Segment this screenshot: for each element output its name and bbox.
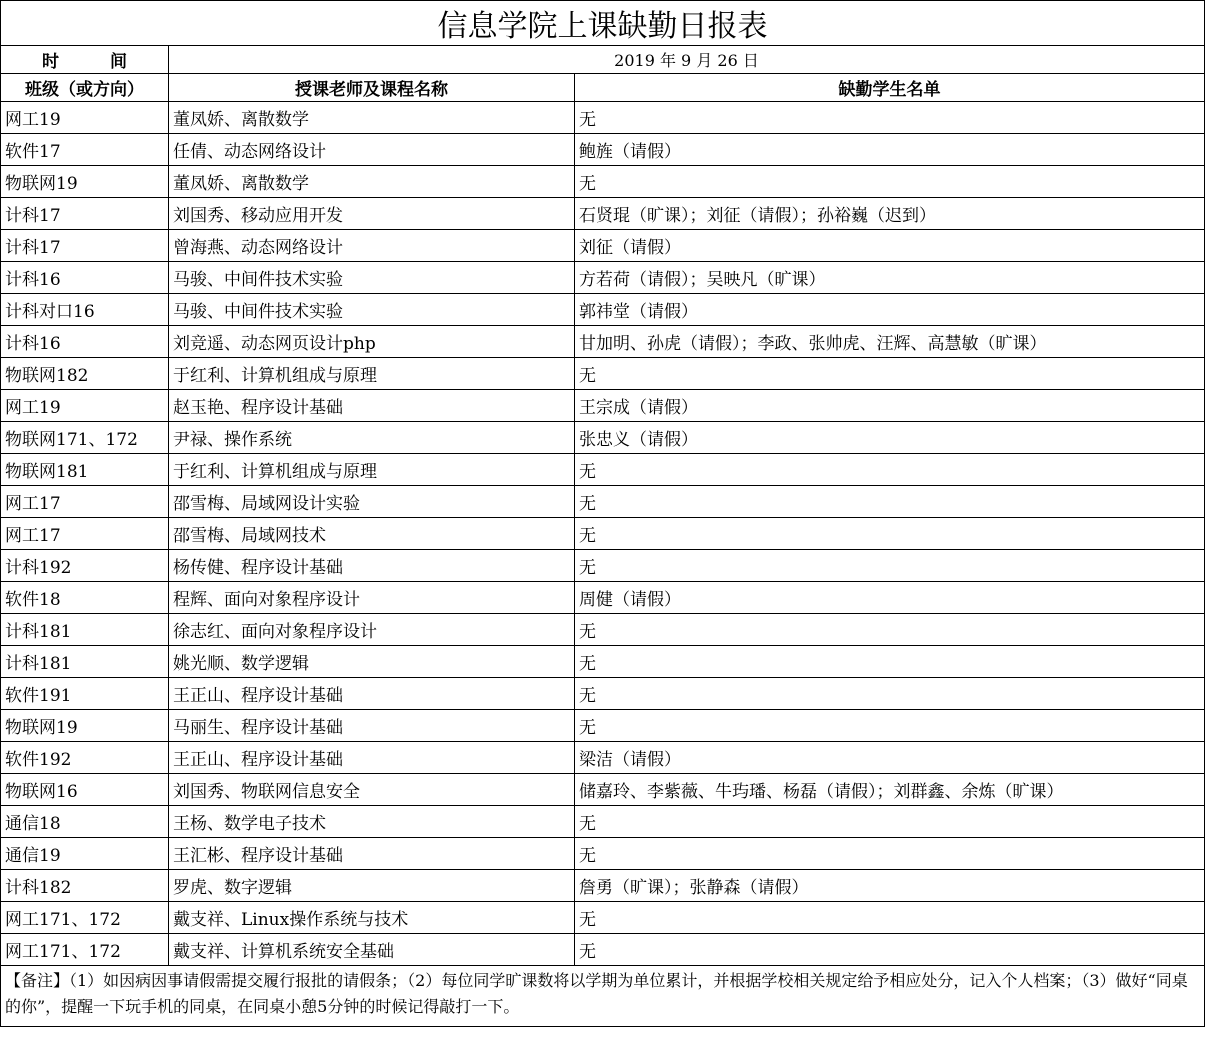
cell-absent-students[interactable]: 王宗成（请假）	[575, 390, 1205, 422]
cell-absent-students[interactable]: 储嘉玲、李紫薇、牛玙璠、杨磊（请假）；刘群鑫、余炼（旷课）	[575, 774, 1205, 806]
cell-teacher-course[interactable]: 邵雪梅、局域网设计实验	[169, 486, 575, 518]
table-row	[1, 518, 1205, 550]
cell-absent-students[interactable]: 无	[575, 646, 1205, 678]
cell-absent-students[interactable]: 张忠义（请假）	[575, 422, 1205, 454]
cell-absent-students[interactable]: 无	[575, 902, 1205, 934]
cell-teacher-course[interactable]: 赵玉艳、程序设计基础	[169, 390, 575, 422]
table-row	[1, 134, 1205, 166]
cell-teacher-course[interactable]: 董凤娇、离散数学	[169, 102, 575, 134]
cell-class[interactable]: 物联网181	[1, 454, 169, 486]
cell-teacher-course[interactable]: 戴支祥、Linux操作系统与技术	[169, 902, 575, 934]
table-row	[1, 902, 1205, 934]
table-row	[1, 550, 1205, 582]
cell-class[interactable]: 计科192	[1, 550, 169, 582]
table-row	[1, 614, 1205, 646]
cell-class[interactable]: 计科16	[1, 262, 169, 294]
column-header-class[interactable]: 班级（或方向）	[1, 74, 169, 102]
cell-teacher-course[interactable]: 王正山、程序设计基础	[169, 742, 575, 774]
table-row	[1, 646, 1205, 678]
table-row	[1, 358, 1205, 390]
cell-class[interactable]: 物联网16	[1, 774, 169, 806]
cell-absent-students[interactable]: 无	[575, 806, 1205, 838]
cell-teacher-course[interactable]: 尹禄、操作系统	[169, 422, 575, 454]
cell-absent-students[interactable]: 无	[575, 486, 1205, 518]
cell-teacher-course[interactable]: 任倩、动态网络设计	[169, 134, 575, 166]
cell-teacher-course[interactable]: 曾海燕、动态网络设计	[169, 230, 575, 262]
table-row	[1, 262, 1205, 294]
column-header-teacher-course[interactable]: 授课老师及课程名称	[169, 74, 575, 102]
cell-absent-students[interactable]: 甘加明、孙虎（请假）；李政、张帅虎、汪辉、高慧敏（旷课）	[575, 326, 1205, 358]
cell-class[interactable]: 物联网171、172	[1, 422, 169, 454]
time-label[interactable]: 时 间	[1, 46, 169, 74]
cell-absent-students[interactable]: 无	[575, 358, 1205, 390]
cell-class[interactable]: 通信18	[1, 806, 169, 838]
cell-absent-students[interactable]: 无	[575, 166, 1205, 198]
table-row	[1, 870, 1205, 902]
remarks-note[interactable]: 【备注】（1）如因病因事请假需提交履行报批的请假条；（2）每位同学旷课数将以学期为单位累计，并根据学校相关规定给予相应处分，记入个人档案；（3）做好“同桌的你”，提醒一下玩手机的同桌，在同桌小憩5分钟的时候记得敲打一下。	[1, 966, 1205, 1027]
cell-teacher-course[interactable]: 于红利、计算机组成与原理	[169, 454, 575, 486]
cell-absent-students[interactable]: 无	[575, 550, 1205, 582]
cell-class[interactable]: 通信19	[1, 838, 169, 870]
table-row	[1, 486, 1205, 518]
cell-class[interactable]: 软件17	[1, 134, 169, 166]
cell-teacher-course[interactable]: 于红利、计算机组成与原理	[169, 358, 575, 390]
cell-absent-students[interactable]: 无	[575, 454, 1205, 486]
cell-absent-students[interactable]: 石贤琨（旷课）；刘征（请假）；孙裕巍（迟到）	[575, 198, 1205, 230]
cell-teacher-course[interactable]: 杨传健、程序设计基础	[169, 550, 575, 582]
cell-teacher-course[interactable]: 戴支祥、计算机系统安全基础	[169, 934, 575, 966]
cell-class[interactable]: 计科对口16	[1, 294, 169, 326]
cell-teacher-course[interactable]: 刘竞遥、动态网页设计php	[169, 326, 575, 358]
cell-class[interactable]: 计科17	[1, 230, 169, 262]
table-row	[1, 934, 1205, 966]
cell-class[interactable]: 计科17	[1, 198, 169, 230]
cell-teacher-course[interactable]: 马骏、中间件技术实验	[169, 262, 575, 294]
cell-teacher-course[interactable]: 董凤娇、离散数学	[169, 166, 575, 198]
cell-absent-students[interactable]: 无	[575, 710, 1205, 742]
cell-absent-students[interactable]: 梁洁（请假）	[575, 742, 1205, 774]
cell-absent-students[interactable]: 刘征（请假）	[575, 230, 1205, 262]
cell-class[interactable]: 网工171、172	[1, 934, 169, 966]
table-row	[1, 582, 1205, 614]
cell-teacher-course[interactable]: 程辉、面向对象程序设计	[169, 582, 575, 614]
cell-class[interactable]: 计科16	[1, 326, 169, 358]
table-row	[1, 806, 1205, 838]
cell-teacher-course[interactable]: 姚光顺、数学逻辑	[169, 646, 575, 678]
cell-teacher-course[interactable]: 王汇彬、程序设计基础	[169, 838, 575, 870]
table-row	[1, 102, 1205, 134]
table-row	[1, 294, 1205, 326]
cell-absent-students[interactable]: 无	[575, 838, 1205, 870]
cell-class[interactable]: 计科181	[1, 646, 169, 678]
report-title[interactable]: 信息学院上课缺勤日报表	[1, 1, 1205, 46]
table-row	[1, 326, 1205, 358]
cell-class[interactable]: 网工17	[1, 486, 169, 518]
cell-teacher-course[interactable]: 邵雪梅、局域网技术	[169, 518, 575, 550]
cell-absent-students[interactable]: 方若荷（请假）；吴映凡（旷课）	[575, 262, 1205, 294]
cell-teacher-course[interactable]: 马丽生、程序设计基础	[169, 710, 575, 742]
cell-class[interactable]: 网工19	[1, 102, 169, 134]
cell-class[interactable]: 计科181	[1, 614, 169, 646]
cell-teacher-course[interactable]: 刘国秀、物联网信息安全	[169, 774, 575, 806]
cell-absent-students[interactable]: 郭祎堂（请假）	[575, 294, 1205, 326]
cell-class[interactable]: 物联网182	[1, 358, 169, 390]
cell-teacher-course[interactable]: 徐志红、面向对象程序设计	[169, 614, 575, 646]
table-row	[1, 230, 1205, 262]
cell-teacher-course[interactable]: 刘国秀、移动应用开发	[169, 198, 575, 230]
table-row	[1, 166, 1205, 198]
cell-class[interactable]: 网工171、172	[1, 902, 169, 934]
cell-class[interactable]: 软件18	[1, 582, 169, 614]
cell-class[interactable]: 软件192	[1, 742, 169, 774]
cell-class[interactable]: 物联网19	[1, 166, 169, 198]
cell-absent-students[interactable]: 詹勇（旷课）；张静森（请假）	[575, 870, 1205, 902]
cell-absent-students[interactable]: 鲍旌（请假）	[575, 134, 1205, 166]
table-row	[1, 422, 1205, 454]
table-row	[1, 678, 1205, 710]
table-row	[1, 198, 1205, 230]
table-row	[1, 710, 1205, 742]
table-row	[1, 838, 1205, 870]
cell-absent-students[interactable]: 无	[575, 614, 1205, 646]
cell-absent-students[interactable]: 无	[575, 518, 1205, 550]
table-row	[1, 774, 1205, 806]
table-row	[1, 390, 1205, 422]
cell-class[interactable]: 软件191	[1, 678, 169, 710]
cell-class[interactable]: 计科182	[1, 870, 169, 902]
cell-absent-students[interactable]: 无	[575, 678, 1205, 710]
cell-teacher-course[interactable]: 王正山、程序设计基础	[169, 678, 575, 710]
table-row	[1, 742, 1205, 774]
cell-class[interactable]: 网工19	[1, 390, 169, 422]
cell-absent-students[interactable]: 无	[575, 102, 1205, 134]
cell-absent-students[interactable]: 无	[575, 934, 1205, 966]
cell-teacher-course[interactable]: 马骏、中间件技术实验	[169, 294, 575, 326]
report-date[interactable]: 2019 年 9 月 26 日	[169, 46, 1205, 74]
table-row	[1, 454, 1205, 486]
column-header-absent-students[interactable]: 缺勤学生名单	[575, 74, 1205, 102]
cell-teacher-course[interactable]: 罗虎、数字逻辑	[169, 870, 575, 902]
cell-class[interactable]: 网工17	[1, 518, 169, 550]
cell-teacher-course[interactable]: 王杨、数学电子技术	[169, 806, 575, 838]
cell-absent-students[interactable]: 周健（请假）	[575, 582, 1205, 614]
cell-class[interactable]: 物联网19	[1, 710, 169, 742]
